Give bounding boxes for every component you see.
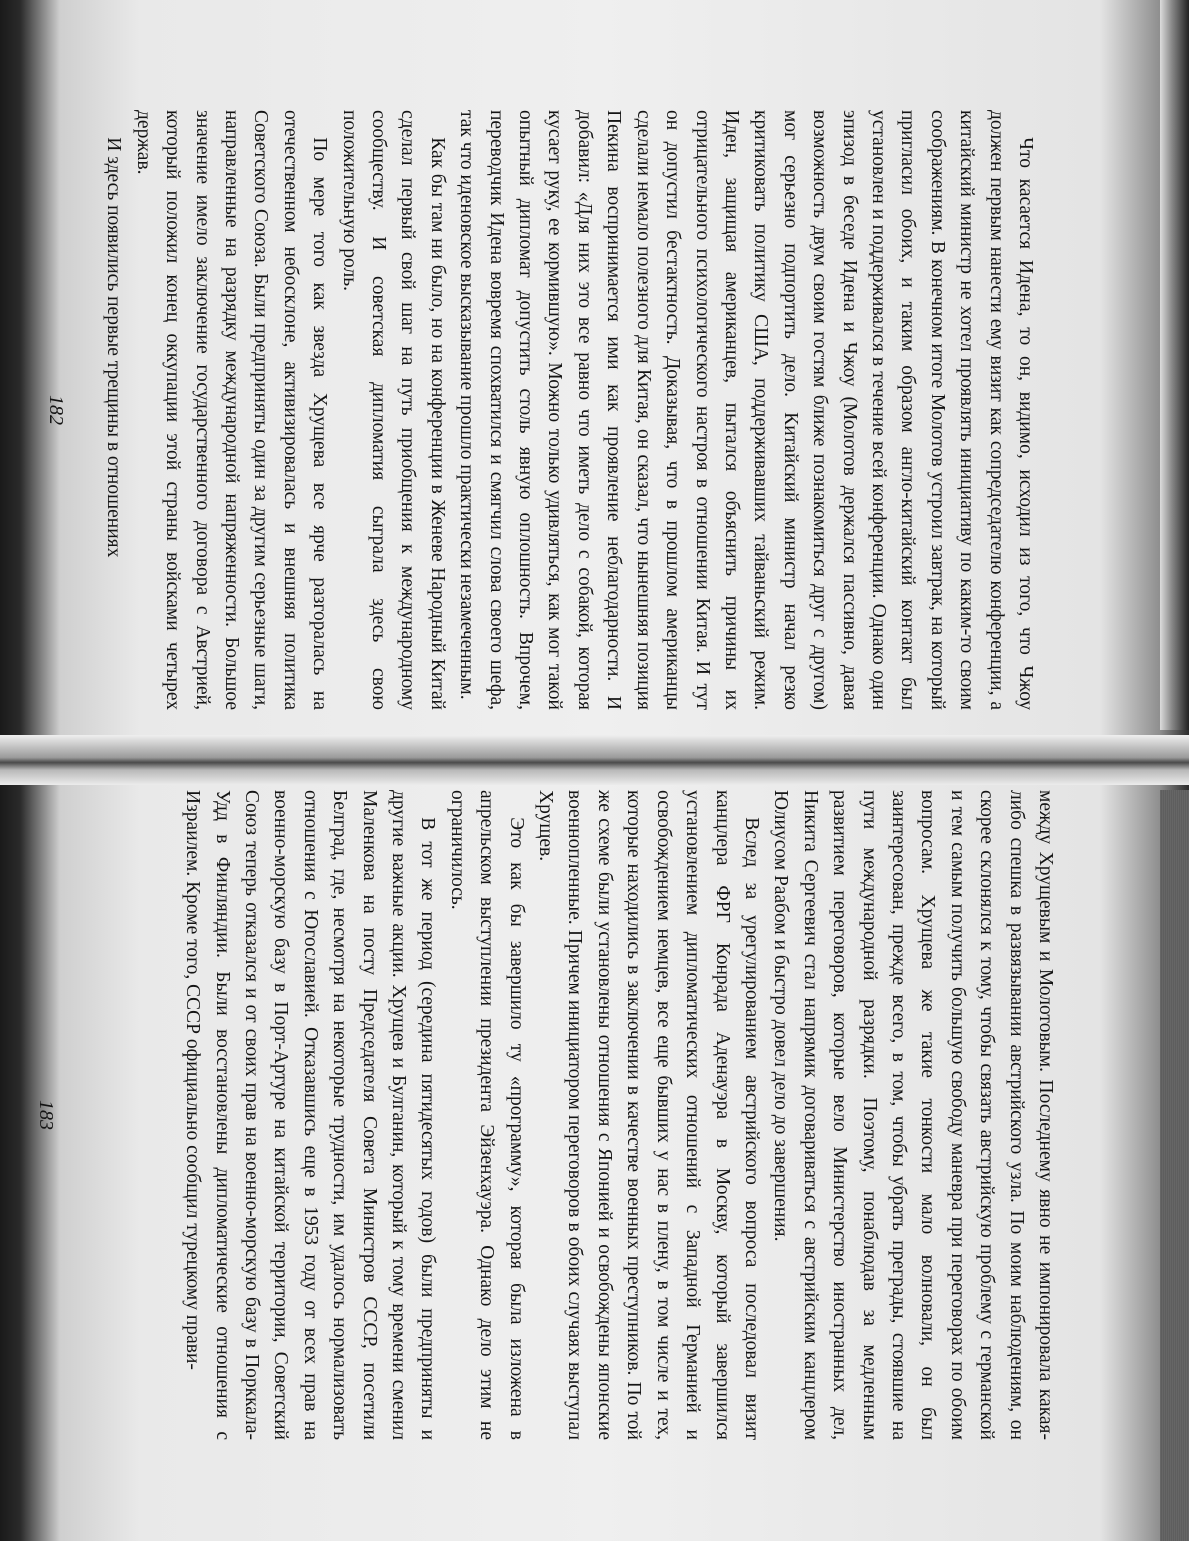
book-gutter (0, 735, 1189, 785)
paragraph: Что касается Идена, то он, видимо, исходил из того, что Чжоу должен первым нанести ему визит как сопредседателю конференции, а китайский министр не хотел проявлять инициативу по каким-то своим соображениям. В конечном итоге Молотов устроил завтрак, на который пригласил обоих, и таким образом англо-китайский контакт был установлен и поддерживался в течение всей конференции. Однако один эпизод в беседе Идена и Чжоу (Молотов держался пассивно, давая возможность двум своим гостям ближе познакомиться друг с другом) мог серьезно подпортить дело. Китайский министр начал резко критиковать политику США, поддерживавших тайваньский режим. Иден, защищая американцев, пытался объяснить причины их отрицательного психологического настроя в отношении Китая. И тут он допустил бестактность. Доказывая, что в прошлом американцы сделали немало полезного для Китая, он сказал, что нынешняя позиция Пекина воспринимается ими как проявление неблагодарности. И добавил: «Для них это все равно что иметь дело с собакой, которая кусает руку, ее кормившую». Можно только удивляться, как мог такой опытный дипломат допустить столь явную оплошность. Впрочем, переводчик Идена вовремя спохватился и смягчил слова своего шефа, так что иденовское высказывание прошло практически незамеченным. (456, 110, 1036, 710)
page-number: 182 (45, 395, 67, 425)
right-page-text (100, 790, 1060, 1440)
paragraph: И здесь появились первые трещины в отношениях (103, 137, 125, 558)
paragraph: В тот же период (середина пятидесятых годов) были предприняты и другие важные акции. Хрущев и Булганин, который к тому времени сменил Маленкова на посту Председателя Совета Министров СССР, посетили Белград, где, несмотря на некоторые трудности, им удалось нормализовать отношения с Югославией. Отказавшись еще в 1953 году от всех прав на военно-морскую базу в Порт-Артуре на китайской территории, Советский Союз теперь отказался и от своих прав на военно-морскую базу в Порккала-Удд в Финляндии. Были восстановлены дипломатические отношения с Израилем. Кроме того, СССР официально сообщил турецкому прави- (182, 790, 439, 1440)
left-page-text (103, 110, 1040, 710)
right-page (35, 790, 1060, 1440)
paragraph: Это как бы завершило ту «программу», которая была изложена в апрельском выступлении президента Эйзенхауэра. Однако дело этим не ограничилось. (446, 790, 527, 1440)
page-edge-bottom (1160, 790, 1189, 1541)
paragraph: Вслед за урегулированием австрийского вопроса последовал визит канцлера ФРГ Конрада Аденауэра в Москву, который завершился установлением дипломатических отношений с Западной Германией и освобождением немцев, все еще бывших у нас в плену, в том числе и тех, которые находились в заключении в качестве военных преступников. По той же схеме были установлены отношения с Японией и освобождены японские военнопленные. Причем инициатором переговоров в обоих случаях выступал Хрущев. (535, 790, 762, 1440)
left-page (45, 110, 1040, 710)
page-edge-top (1160, 0, 1189, 730)
paragraph: между Хрущевым и Молотовым. Последнему явно не импонировала какая-либо спешка в развязывании австрийского узла. По моим наблюдениям, он скорее склонялся к тому, чтобы связать австрийскую проблему с германской и тем самым получить большую свободу маневра при переговорах по обоим вопросам. Хрущева же такие тонкости мало волновали, он был заинтересован, прежде всего, в том, чтобы убрать преграды, стоявшие на пути международной разрядки. Поэтому, понаблюдав за медленным развитием переговоров, которые вело Министерство иностранных дел, Никита Сергеевич стал напрямик договариваться с австрийским канцлером Юлиусом Раабом и быстро довел дело до завершения. (770, 790, 1056, 1440)
paragraph: По мере того как звезда Хрущева все ярче разгоралась на отечественном небосклоне, активизировалась и внешняя политика Советского Союза. Были предприняты один за другим серьезные шаги, направленные на разрядку международной напряженности. Большое значение имело заключение государственного договора с Австрией, который положил конец оккупации этой страны войсками четырех держав. (132, 110, 331, 710)
paragraph: Как бы там ни было, но на конференции в Женеве Народный Китай сделал первый свой шаг на путь приобщения к международному сообществу. И советская дипломатия сыграла здесь свою положительную роль. (338, 110, 448, 710)
page-number: 183 (35, 1100, 57, 1130)
